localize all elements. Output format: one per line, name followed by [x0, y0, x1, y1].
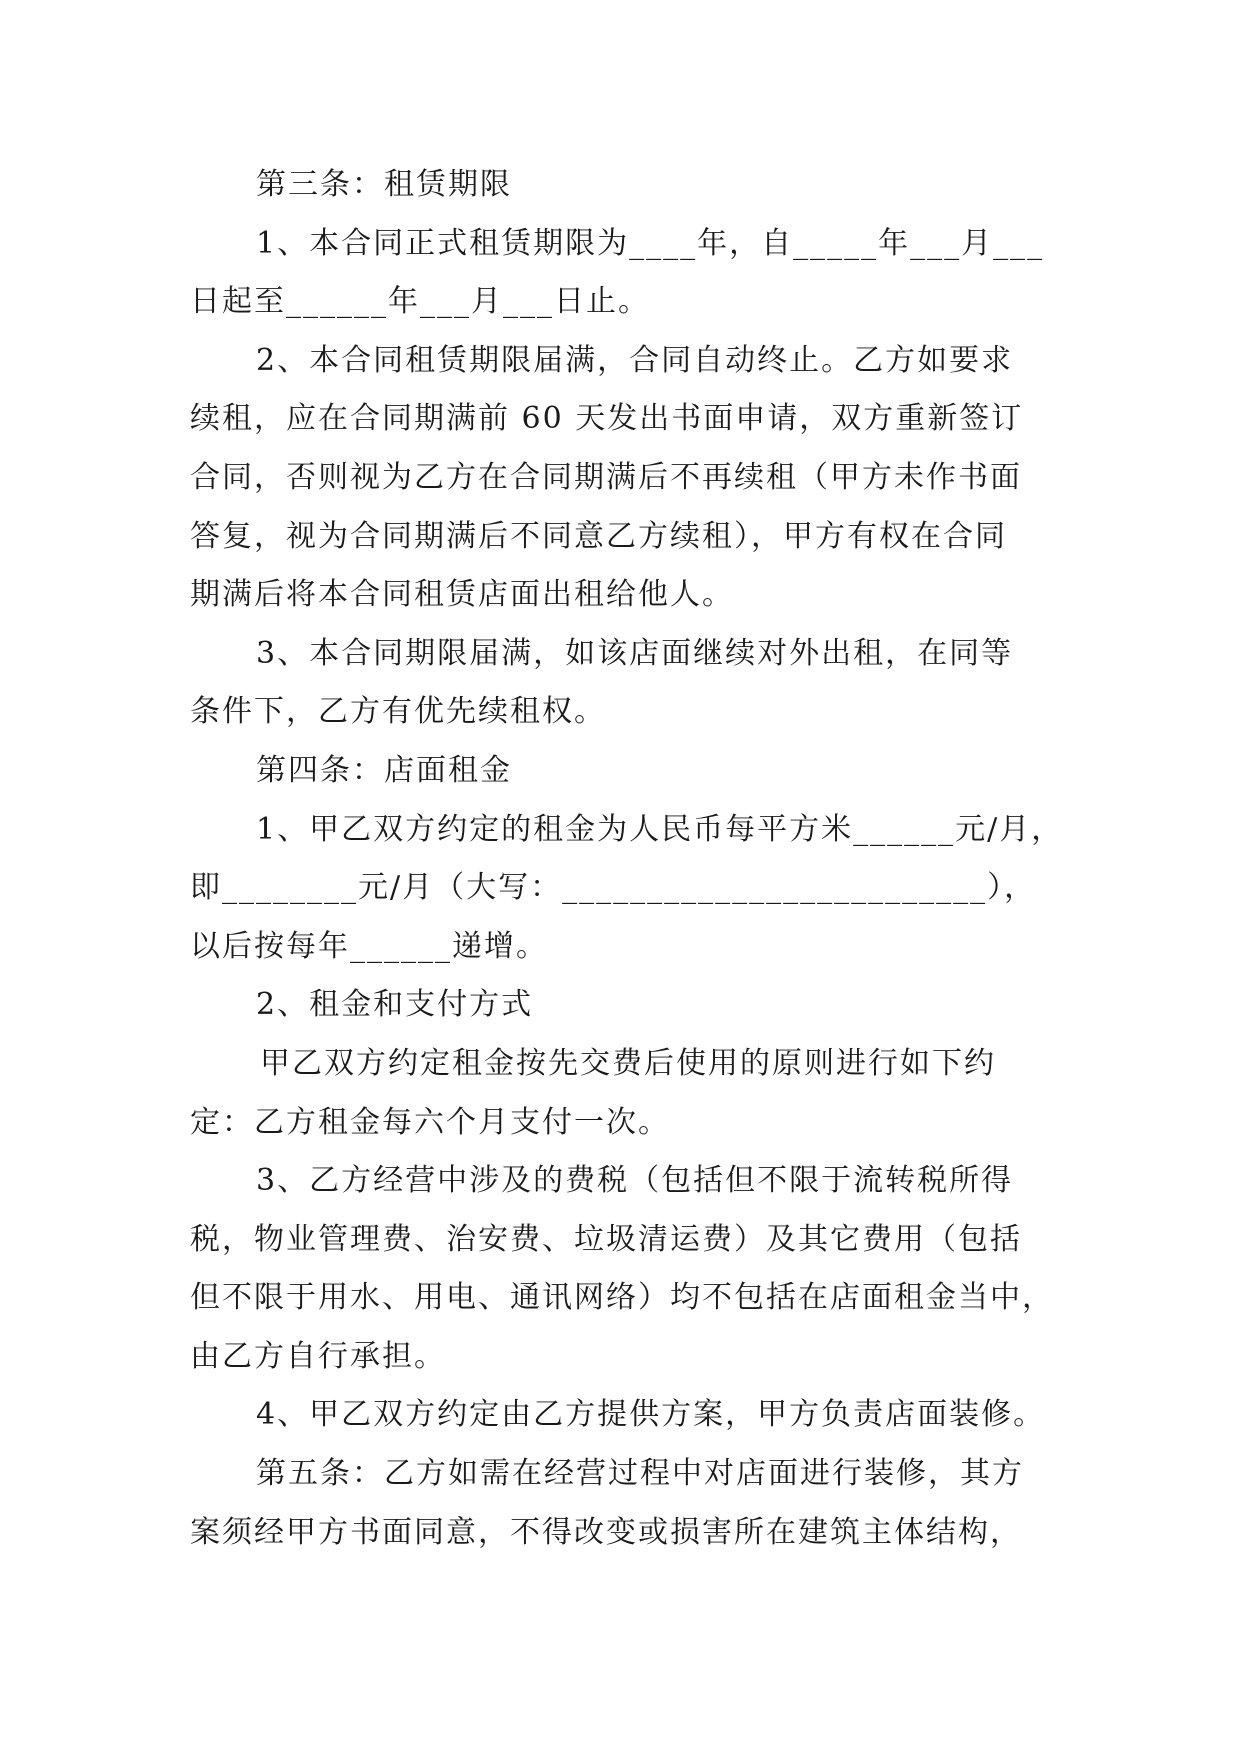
contract-body [190, 156, 1070, 1562]
paragraph-line: 答复，视为合同期满后不同意乙方续租），甲方有权在合同 [190, 518, 1007, 554]
paragraph-line: 案须经甲方书面同意，不得改变或损害所在建筑主体结构， [190, 1514, 1022, 1550]
paragraph-line: 由乙方自行承担。 [190, 1338, 446, 1374]
paragraph-line: 以后按每年______递增。 [190, 928, 548, 964]
article-4-heading: 第四条：店面租金 [256, 752, 512, 788]
paragraph-line: 1、本合同正式租赁期限为____年，自_____年___月___ [256, 225, 1045, 261]
paragraph-line: 条件下，乙方有优先续租权。 [190, 694, 606, 730]
paragraph-line: 定：乙方租金每六个月支付一次。 [190, 1104, 670, 1140]
paragraph-line: 续租，应在合同期满前 60 天发出书面申请，双方重新签订 [190, 401, 1024, 437]
paragraph-line: 期满后将本合同租赁店面出租给他人。 [190, 577, 734, 613]
paragraph-line: 即________元/月（大写：_________________________）， [190, 870, 1037, 906]
paragraph-line: 甲乙双方约定租金按先交费后使用的原则进行如下约 [260, 1045, 996, 1081]
article-5-line: 第五条：乙方如需在经营过程中对店面进行装修，其方 [256, 1456, 1024, 1492]
paragraph-line: 2、租金和支付方式 [256, 987, 534, 1023]
paragraph-line: 但不限于用水、用电、通讯网络）均不包括在店面租金当中， [190, 1280, 1054, 1316]
paragraph-line: 3、乙方经营中涉及的费税（包括但不限于流转税所得 [256, 1163, 1014, 1199]
article-3-heading: 第三条：租赁期限 [256, 167, 512, 202]
paragraph-line: 3、本合同期限届满，如该店面继续对外出租，在同等 [256, 635, 1014, 671]
paragraph-line: 4、甲乙双方约定由乙方提供方案，甲方负责店面装修。 [256, 1397, 1046, 1433]
paragraph-line: 2、本合同租赁期限届满，合同自动终止。乙方如要求 [256, 342, 1014, 378]
paragraph-line: 合同，否则视为乙方在合同期满后不再续租（甲方未作书面 [190, 459, 1022, 495]
paragraph-line: 日起至______年___月___日止。 [190, 284, 650, 320]
paragraph-line: 1、甲乙双方约定的租金为人民币每平方米______元/月， [256, 811, 1064, 847]
paragraph-line: 税，物业管理费、治安费、垃圾清运费）及其它费用（包括 [190, 1221, 1022, 1257]
